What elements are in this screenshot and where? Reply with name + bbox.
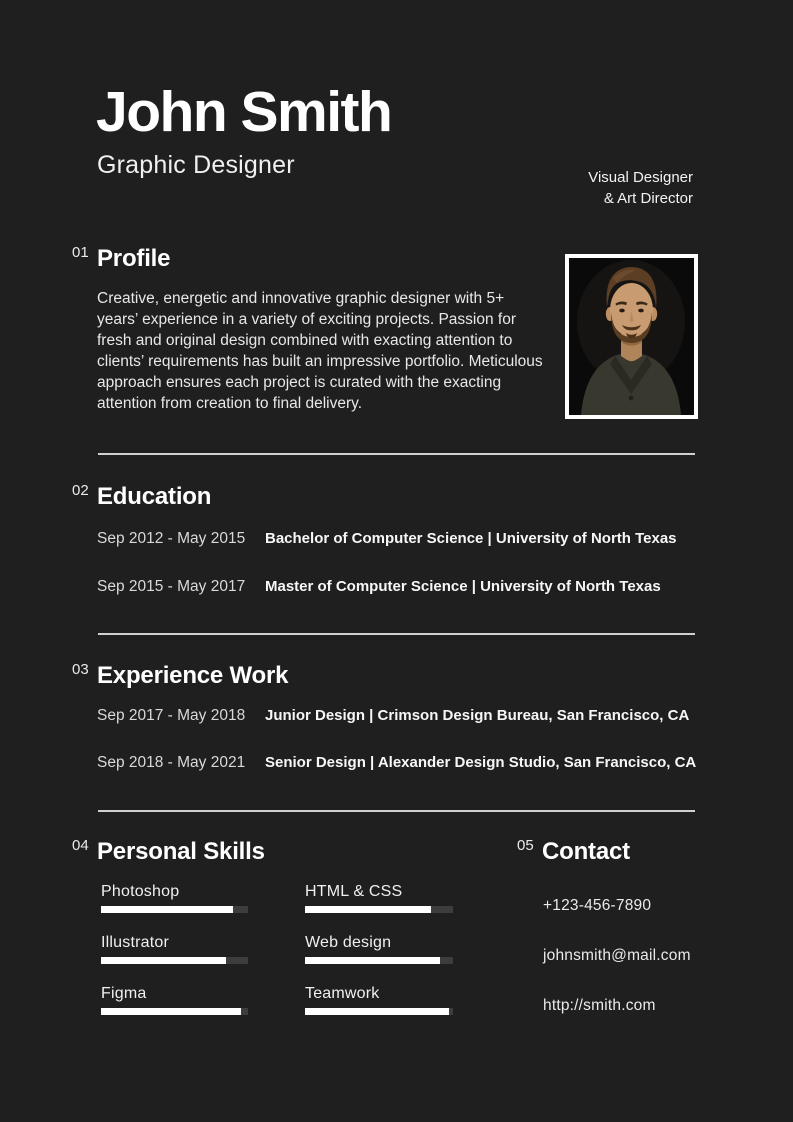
section-heading-skills	[72, 838, 265, 866]
education-list	[97, 528, 737, 624]
section-title-education: Education	[97, 483, 212, 510]
section-number-experience: 03	[72, 661, 89, 678]
skill-bar	[101, 1008, 248, 1015]
entry-date: Sep 2012 - May 2015	[97, 530, 246, 547]
skill-name: Figma	[101, 985, 147, 1002]
experience-entry	[97, 752, 737, 773]
portrait-photo	[565, 254, 698, 419]
portrait-illustration	[569, 258, 694, 415]
section-divider	[98, 810, 695, 812]
skill-item	[305, 984, 453, 1015]
section-number-skills: 04	[72, 837, 89, 854]
skill-bar	[101, 957, 248, 964]
skill-name: Illustrator	[101, 934, 169, 951]
person-name: John Smith	[96, 80, 392, 144]
skill-bar-fill	[101, 906, 233, 913]
education-entry	[97, 528, 737, 549]
person-role: Graphic Designer	[97, 151, 295, 179]
section-title-contact: Contact	[542, 838, 630, 865]
contact-item: +123-456-7890	[543, 897, 652, 914]
side-title	[588, 167, 693, 209]
section-heading-education	[72, 483, 211, 511]
skill-bar-fill	[305, 957, 440, 964]
skill-bar-fill	[305, 1008, 449, 1015]
entry-description: Junior Design | Crimson Design Bureau, San Francisco, CA	[265, 707, 690, 724]
entry-date: Sep 2017 - May 2018	[97, 707, 246, 724]
contact-item: johnsmith@mail.com	[543, 947, 691, 964]
entry-date: Sep 2015 - May 2017	[97, 578, 246, 595]
skill-bar	[101, 906, 248, 913]
skill-bar-fill	[101, 1008, 241, 1015]
entry-description: Bachelor of Computer Science | University of North Texas	[265, 530, 677, 547]
section-heading-contact	[517, 838, 630, 866]
section-number-education: 02	[72, 482, 89, 499]
skill-bar-fill	[101, 957, 226, 964]
education-entry	[97, 576, 737, 597]
skill-bar	[305, 1008, 453, 1015]
skill-name: Teamwork	[305, 985, 380, 1002]
section-number-profile: 01	[72, 244, 89, 261]
skill-name: Web design	[305, 934, 392, 951]
skill-item	[305, 882, 453, 913]
skill-name: Photoshop	[101, 883, 180, 900]
contact-item: http://smith.com	[543, 997, 656, 1014]
experience-list	[97, 705, 737, 799]
section-divider	[98, 453, 695, 455]
section-heading-profile	[72, 245, 170, 273]
skill-item	[101, 933, 248, 964]
skill-bar	[305, 906, 453, 913]
entry-date: Sep 2018 - May 2021	[97, 754, 246, 771]
side-title-line2: & Art Director	[603, 190, 693, 207]
skills-grid	[101, 882, 453, 1015]
skill-bar-fill	[305, 906, 431, 913]
skill-name: HTML & CSS	[305, 883, 403, 900]
experience-entry	[97, 705, 737, 726]
contact-list	[543, 896, 691, 1046]
section-title-profile: Profile	[97, 245, 171, 272]
skill-item	[305, 933, 453, 964]
entry-description: Master of Computer Science | University of North Texas	[265, 578, 661, 595]
side-title-line1: Visual Designer	[588, 169, 693, 186]
section-divider	[98, 633, 695, 635]
section-title-experience: Experience Work	[97, 662, 289, 689]
skill-item	[101, 984, 248, 1015]
skill-bar	[305, 957, 453, 964]
profile-text: Creative, energetic and innovative graphic designer with 5+ years’ experience in a variety of exciting projects. Passion for fresh and original design combined with exacting attention to clients’ requirements has built an impressive portfolio. Meticulous approach ensures each project is curated with the exacting attention from creation to final delivery.	[97, 290, 543, 412]
skill-item	[101, 882, 248, 913]
section-title-skills: Personal Skills	[97, 838, 265, 865]
section-heading-experience	[72, 662, 288, 690]
entry-description: Senior Design | Alexander Design Studio, San Francisco, CA	[265, 754, 697, 771]
section-number-contact: 05	[517, 837, 534, 854]
